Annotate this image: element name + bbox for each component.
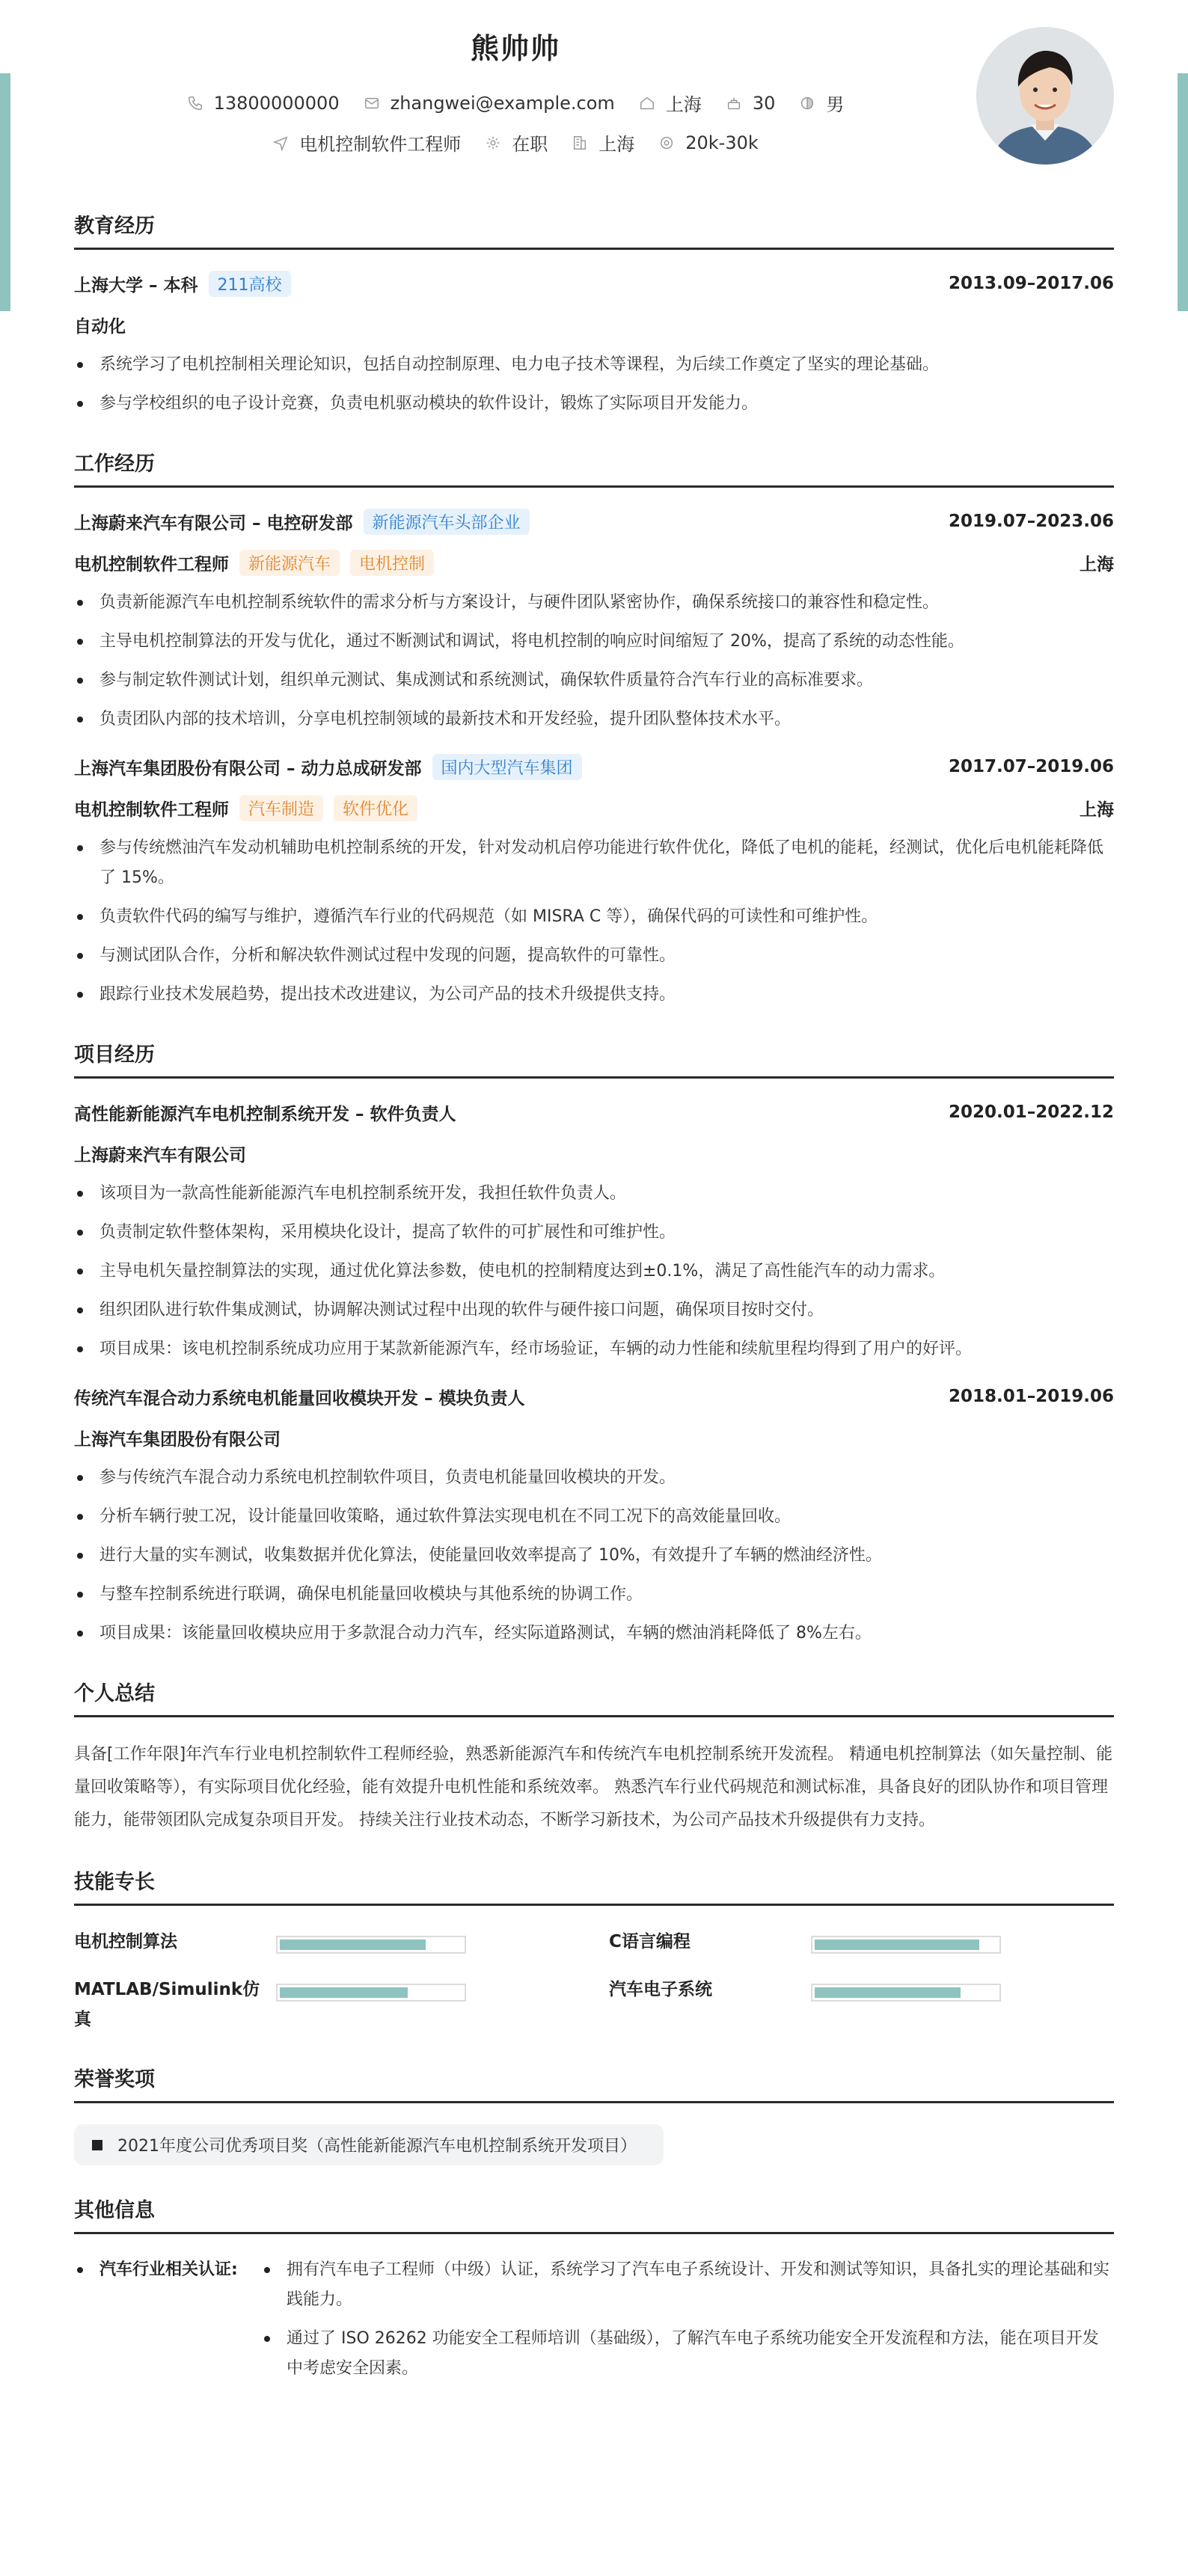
work-role-row xyxy=(74,551,1114,574)
company-tag: 国内大型汽车集团 xyxy=(432,754,582,780)
age-item xyxy=(726,93,776,114)
list-item: 负责新能源汽车电机控制系统软件的需求分析与方案设计，与硬件团队紧密协作，确保系统接口的兼容性和稳定性。 xyxy=(74,588,1114,618)
list-item: 负责制定软件整体架构，采用模块化设计，提高了软件的可扩展性和可维护性。 xyxy=(74,1218,1114,1248)
work-role-row xyxy=(74,796,1114,820)
avatar xyxy=(976,27,1114,165)
project-name: 传统汽车混合动力系统电机能量回收模块开发 – 模块负责人 xyxy=(74,1388,525,1408)
summary-text: 具备[工作年限]年汽车行业电机控制软件工程师经验，熟悉新能源汽车和传统汽车电机控制系统开发流程。 精通电机控制算法（如矢量控制、能量回收策略等），有实际项目优化经验，能有效提升电机性能和系统效率。 熟悉汽车行业代码规范和测试标准，具备良好的团队协作和项目管理能力，能带领团队完成复杂项目开发。 持续关注行业技术动态，不断学习新技术，为公司产品技术升级提供有力支持。 xyxy=(74,1745,1113,1830)
list-item: 通过了 ISO 26262 功能安全工程师培训（基础级），了解汽车电子系统功能安全开发流程和方法，能在项目开发中考虑安全因素。 xyxy=(261,2324,1114,2384)
work-bullets xyxy=(74,833,1114,1010)
school-tag: 211高校 xyxy=(209,271,291,297)
role-title: 电机控制软件工程师 xyxy=(74,554,229,574)
target-city-text: 上海 xyxy=(598,134,635,155)
list-item: 分析车辆行驶工况，设计能量回收策略，通过软件算法实现电机在不同工况下的高效能量回收。 xyxy=(74,1502,1114,1532)
skill-bar xyxy=(276,1936,466,1954)
certification-bullets xyxy=(261,2255,1114,2393)
work-city: 上海 xyxy=(1080,554,1114,574)
section-title-projects: 项目经历 xyxy=(74,1038,1114,1079)
gear-icon xyxy=(485,135,501,151)
work-period: 2019.07–2023.06 xyxy=(948,512,1114,531)
list-item: 参与传统燃油汽车发动机辅助电机控制系统的开发，针对发动机启停功能进行软件优化，降低了电机的能耗，经测试，优化后电机能耗降低了 15%。 xyxy=(74,833,1114,893)
project-bullets xyxy=(74,1179,1114,1364)
list-item: 负责软件代码的编写与维护，遵循汽车行业的代码规范（如 MISRA C 等），确保代码的可读性和可维护性。 xyxy=(74,902,1114,932)
skill-name: 电机控制算法 xyxy=(74,1932,177,1951)
work-section xyxy=(74,447,1114,1010)
cake-icon xyxy=(726,95,742,111)
skills-section xyxy=(74,1865,1114,2034)
role-tag: 汽车制造 xyxy=(239,795,323,821)
list-item: 跟踪行业技术发展趋势，提出技术改进建议，为公司产品的技术升级提供支持。 xyxy=(74,980,1114,1010)
list-item: 拥有汽车电子工程师（中级）认证，系统学习了汽车电子系统设计、开发和测试等知识，具备扎实的理论基础和实践能力。 xyxy=(261,2255,1114,2315)
work-city: 上海 xyxy=(1080,800,1114,820)
work-entry xyxy=(74,754,1114,1010)
skill-item xyxy=(609,1927,1114,1957)
education-major xyxy=(74,313,1114,337)
location-text: 上海 xyxy=(665,94,702,115)
project-org xyxy=(74,1426,1114,1450)
list-item: 参与制定软件测试计划，组织单元测试、集成测试和系统测试，确保软件质量符合汽车行业的高标准要求。 xyxy=(74,666,1114,696)
gender-item xyxy=(799,90,844,116)
role-tag: 新能源汽车 xyxy=(239,550,340,576)
list-item: 该项目为一款高性能新能源汽车电机控制系统开发，我担任软件负责人。 xyxy=(74,1179,1114,1209)
location-item xyxy=(639,90,702,116)
skill-bar-fill xyxy=(280,1939,426,1950)
project-period: 2018.01–2019.06 xyxy=(948,1387,1114,1406)
education-period: 2013.09–2017.06 xyxy=(948,274,1114,293)
target-position-text: 电机控制软件工程师 xyxy=(299,134,462,155)
status-item xyxy=(485,129,548,156)
skill-bar-fill xyxy=(280,1987,408,1998)
skill-bar-fill xyxy=(815,1939,979,1950)
candidate-name: 熊帅帅 xyxy=(470,32,560,65)
project-name: 高性能新能源汽车电机控制系统开发 – 软件负责人 xyxy=(74,1104,456,1124)
school-name: 上海大学 – 本科 xyxy=(74,275,198,295)
award-text: 2021年度公司优秀项目奖（高性能新能源汽车电机控制系统开发项目） xyxy=(117,2137,637,2156)
list-item: 参与传统汽车混合动力系统电机控制软件项目，负责电机能量回收模块的开发。 xyxy=(74,1463,1114,1493)
target-city-item xyxy=(572,129,634,156)
section-title-other: 其他信息 xyxy=(74,2194,1114,2234)
email-text: zhangwei@example.com xyxy=(390,92,615,114)
skill-bar xyxy=(276,1984,466,2002)
email-item xyxy=(364,93,615,114)
left-accent-bar xyxy=(0,73,10,311)
skill-item xyxy=(74,1975,579,2034)
section-title-work: 工作经历 xyxy=(74,447,1114,488)
resume-header xyxy=(74,0,1114,187)
section-title-summary: 个人总结 xyxy=(74,1677,1114,1717)
company-name: 上海汽车集团股份有限公司 – 动力总成研发部 xyxy=(74,758,422,779)
award-item xyxy=(74,2124,664,2165)
project-org-text: 上海汽车集团股份有限公司 xyxy=(74,1429,281,1450)
project-org-text: 上海蔚来汽车有限公司 xyxy=(74,1145,246,1165)
list-item: 与测试团队合作，分析和解决软件测试过程中发现的问题，提高软件的可靠性。 xyxy=(74,941,1114,971)
work-entry-head xyxy=(74,509,1114,534)
skill-name: MATLAB/Simulink仿真 xyxy=(74,1980,260,2029)
project-period: 2020.01–2022.12 xyxy=(948,1103,1114,1122)
projects-section xyxy=(74,1038,1114,1649)
list-item: 主导电机控制算法的开发与优化，通过不断测试和调试，将电机控制的响应时间缩短了 20%，提高了系统的动态性能。 xyxy=(74,627,1114,657)
send-icon xyxy=(272,135,289,151)
work-bullets xyxy=(74,588,1114,735)
list-item: 系统学习了电机控制相关理论知识，包括自动控制原理、电力电子技术等课程，为后续工作奠定了坚实的理论基础。 xyxy=(74,350,1114,380)
square-bullet-icon xyxy=(92,2140,102,2150)
list-item: 参与学校组织的电子设计竞赛，负责电机驱动模块的软件设计，锻炼了实际项目开发能力。 xyxy=(74,389,1114,419)
mail-icon xyxy=(364,95,380,111)
list-item: 负责团队内部的技术培训，分享电机控制领域的最新技术和开发经验，提升团队整体技术水平。 xyxy=(74,705,1114,735)
section-title-education: 教育经历 xyxy=(74,209,1114,250)
list-item: 组织团队进行软件集成测试，协调解决测试过程中出现的软件与硬件接口问题，确保项目按时交付。 xyxy=(74,1295,1114,1325)
skill-item xyxy=(74,1927,579,1957)
skill-bar xyxy=(811,1984,1001,2002)
home-icon xyxy=(639,95,655,111)
resume-page xyxy=(74,0,1114,2421)
role-tag: 电机控制 xyxy=(350,550,434,576)
phone-text: 13800000000 xyxy=(213,92,340,114)
section-title-skills: 技能专长 xyxy=(74,1865,1114,1906)
company-tag: 新能源汽车头部企业 xyxy=(364,509,530,535)
phone-icon xyxy=(187,95,203,111)
skill-bar-fill xyxy=(815,1987,961,1998)
work-entry-head xyxy=(74,754,1114,779)
target-position-item xyxy=(272,129,461,156)
status-text: 在职 xyxy=(512,134,548,155)
other-info xyxy=(74,2255,1114,2393)
education-head xyxy=(74,271,1114,296)
education-bullets xyxy=(74,350,1114,419)
skill-name: 汽车电子系统 xyxy=(609,1980,712,1999)
contact-row xyxy=(74,90,957,116)
section-title-awards: 荣誉奖项 xyxy=(74,2063,1114,2103)
summary-section xyxy=(74,1677,1114,1837)
certification-label: 汽车行业相关认证: xyxy=(74,2255,261,2393)
skill-item xyxy=(609,1975,1114,2034)
project-head xyxy=(74,1100,1114,1125)
awards-section xyxy=(74,2063,1114,2165)
work-period: 2017.07–2019.06 xyxy=(948,757,1114,776)
gender-icon xyxy=(799,95,815,111)
other-section xyxy=(74,2194,1114,2393)
list-item: 进行大量的实车测试，收集数据并优化算法，使能量回收效率提高了 10%，有效提升了车辆的燃油经济性。 xyxy=(74,1541,1114,1571)
phone-item xyxy=(187,93,340,114)
project-entry xyxy=(74,1100,1114,1364)
skills-grid xyxy=(74,1927,1114,2034)
company-name: 上海蔚来汽车有限公司 – 电控研发部 xyxy=(74,513,353,533)
right-accent-bar xyxy=(1178,73,1188,311)
project-org xyxy=(74,1141,1114,1165)
list-item: 项目成果：该能量回收模块应用于多款混合动力汽车，经实际道路测试，车辆的燃油消耗降低了 8%左右。 xyxy=(74,1619,1114,1649)
list-item: 主导电机矢量控制算法的实现，通过优化算法参数，使电机的控制精度达到±0.1%，满足了高性能汽车的动力需求。 xyxy=(74,1257,1114,1287)
role-title: 电机控制软件工程师 xyxy=(74,800,229,820)
avatar-portrait xyxy=(976,27,1114,165)
skill-name: C语言编程 xyxy=(609,1932,691,1951)
gender-text: 男 xyxy=(826,94,845,115)
project-head xyxy=(74,1384,1114,1409)
skill-bar xyxy=(811,1936,1001,1954)
salary-text: 20k-30k xyxy=(685,132,759,153)
role-tag: 软件优化 xyxy=(334,795,417,821)
coin-icon xyxy=(658,135,675,151)
project-bullets xyxy=(74,1463,1114,1649)
building-icon xyxy=(572,135,588,151)
project-entry xyxy=(74,1384,1114,1649)
job-intent-row xyxy=(74,129,957,156)
work-entry xyxy=(74,509,1114,735)
list-item: 项目成果：该电机控制系统成功应用于某款新能源汽车，经市场验证，车辆的动力性能和续航里程均得到了用户的好评。 xyxy=(74,1334,1114,1364)
salary-item xyxy=(658,132,759,153)
age-text: 30 xyxy=(752,92,776,114)
list-item: 与整车控制系统进行联调，确保电机能量回收模块与其他系统的协调工作。 xyxy=(74,1580,1114,1610)
education-section xyxy=(74,209,1114,419)
major-text: 自动化 xyxy=(74,316,126,337)
